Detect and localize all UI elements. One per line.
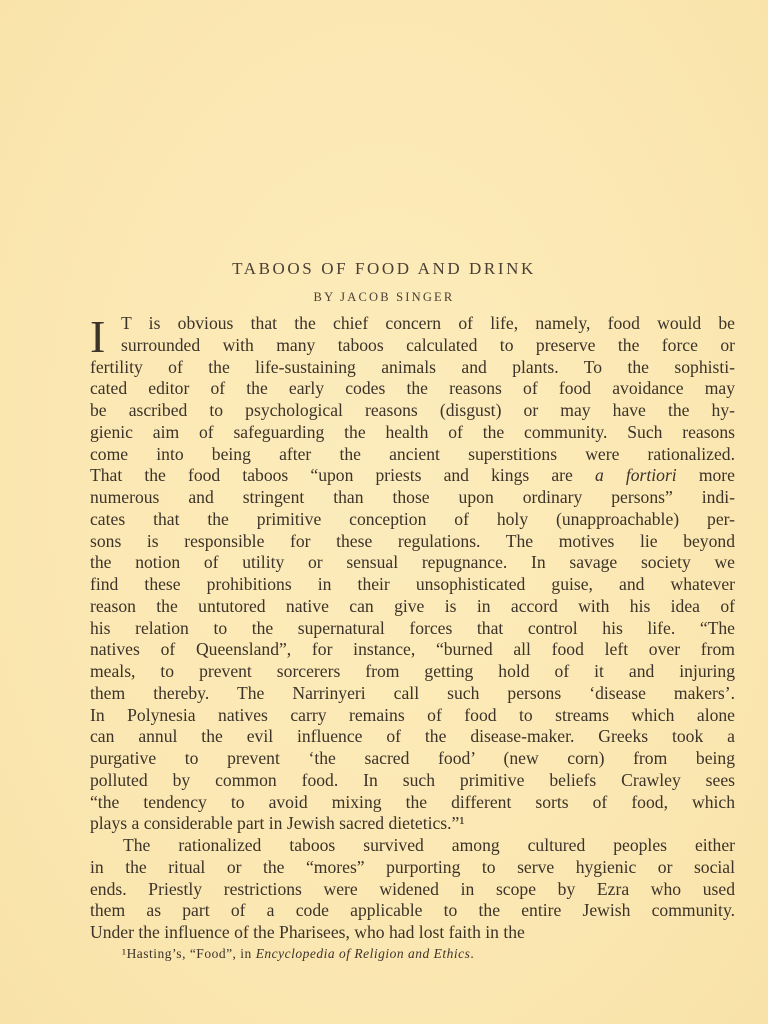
text-line: cates that the primitive conception of holy (unapproachable) per- bbox=[90, 508, 735, 529]
article-body bbox=[90, 313, 735, 944]
text-line: purgative to prevent ‘the sacred food’ (new corn) from being bbox=[90, 748, 735, 768]
text-line: cated editor of the early codes the reasons of food avoidance may bbox=[90, 378, 735, 399]
paragraph-1 bbox=[90, 313, 735, 835]
footnote bbox=[122, 946, 474, 962]
text-line: T is obvious that the chief concern of life, namely, food would be bbox=[121, 313, 735, 333]
text-line: in the ritual or the “mores” purporting to serve hygienic or social bbox=[90, 856, 735, 877]
footnote-text: Hasting’s, “Food”, in bbox=[126, 946, 256, 961]
text-line: fertility of the life-sustaining animals and plants. To the sophisti- bbox=[90, 356, 735, 377]
text-line: find these prohibitions in their unsophisticated guise, and whatever bbox=[90, 574, 735, 594]
text-line: them as part of a code applicable to the entire Jewish community. bbox=[90, 900, 735, 921]
text-line: reason the untutored native can give is in accord with his idea of bbox=[90, 595, 735, 616]
footnote-end: . bbox=[470, 946, 475, 961]
text-line: plays a considerable part in Jewish sacred dietetics.”¹ bbox=[90, 813, 465, 834]
text-line: his relation to the supernatural forces that control his life. “The bbox=[90, 617, 735, 638]
author-byline: BY JACOB SINGER bbox=[313, 290, 455, 304]
text-line: meals, to prevent sorcerers from getting hold of it and injuring bbox=[90, 661, 735, 681]
text-line: come into being after the ancient superstitions were rationalized. bbox=[90, 443, 735, 464]
text-line: The rationalized taboos survived among cultured peoples either bbox=[123, 835, 735, 855]
text-line: be ascribed to psychological reasons (disgust) or may have the hy- bbox=[90, 400, 735, 420]
drop-cap: I bbox=[90, 311, 106, 362]
text-line: Under the influence of the Pharisees, who had lost faith in the bbox=[90, 922, 525, 942]
text-line: That the food taboos “upon priests and kings are a fortiori more bbox=[90, 465, 735, 486]
text-line: ends. Priestly restrictions were widened in scope by Ezra who used bbox=[90, 878, 735, 899]
text-line: “the tendency to avoid mixing the different sorts of food, which bbox=[90, 791, 735, 812]
text-line: surrounded with many taboos calculated to preserve the force or bbox=[121, 334, 735, 355]
paragraph-2 bbox=[90, 835, 735, 944]
text-line: them thereby. The Narrinyeri call such persons ‘disease makers’. bbox=[90, 682, 735, 703]
text-line: the notion of utility or sensual repugnance. In savage society we bbox=[90, 552, 735, 573]
text-line: natives of Queensland”, for instance, “burned all food left over from bbox=[90, 639, 735, 660]
text-line: sons is responsible for these regulations. The motives lie beyond bbox=[90, 530, 735, 551]
text-line: In Polynesia natives carry remains of food to streams which alone bbox=[90, 704, 735, 725]
footnote-mark: ¹ bbox=[122, 946, 127, 961]
text-line: numerous and stringent than those upon ordinary persons” indi- bbox=[90, 487, 735, 507]
footnote-source: Encyclopedia of Religion and Ethics bbox=[255, 946, 471, 961]
text-line: can annul the evil influence of the disease-maker. Greeks took a bbox=[90, 726, 735, 747]
text-line: gienic aim of safeguarding the health of the community. Such reasons bbox=[90, 421, 735, 442]
article-title: TABOOS OF FOOD AND DRINK bbox=[232, 259, 536, 278]
text-line: polluted by common food. In such primitive beliefs Crawley sees bbox=[90, 769, 735, 790]
